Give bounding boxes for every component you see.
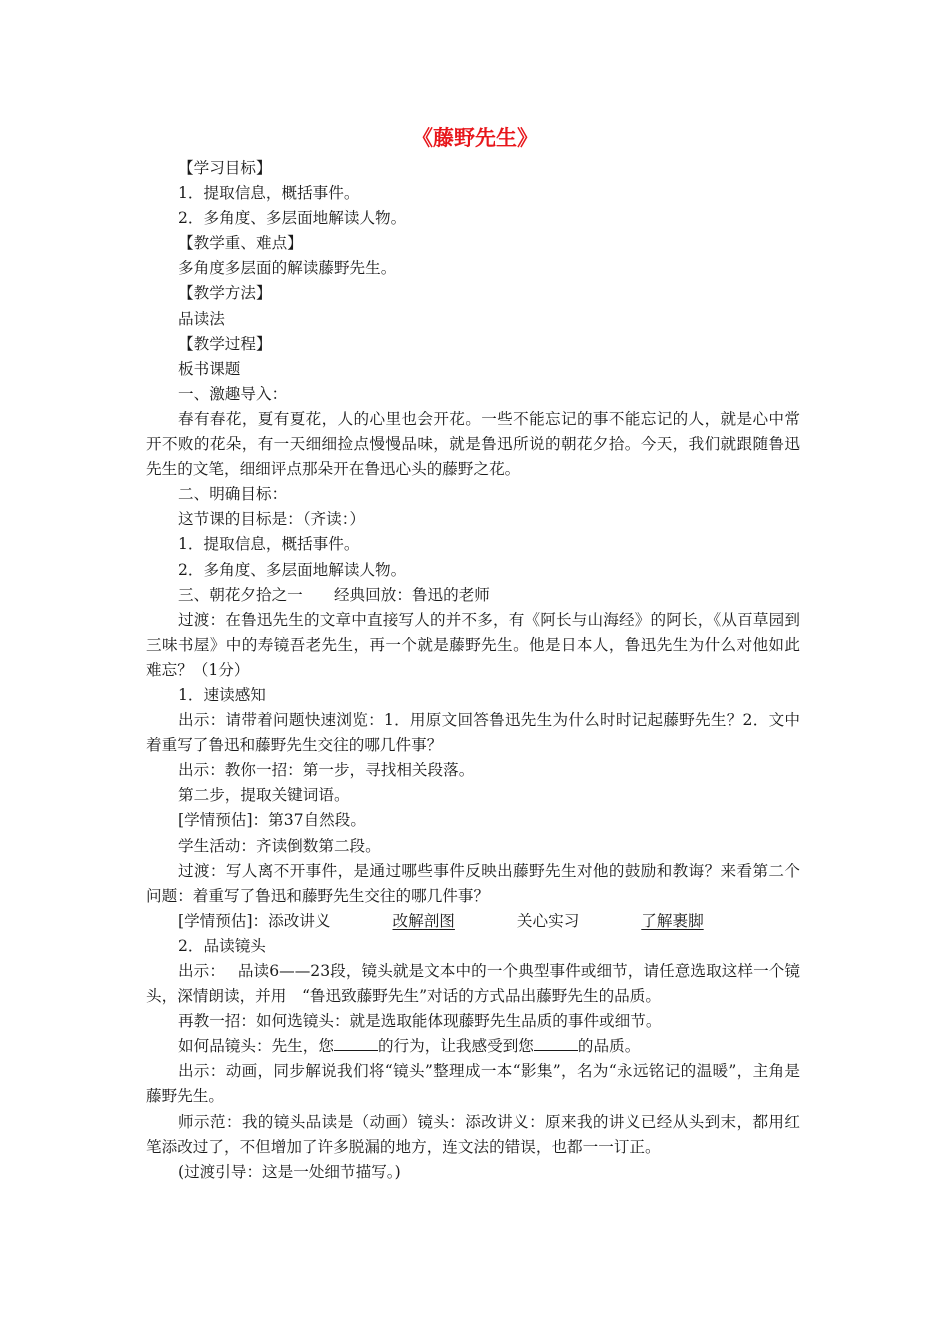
intro-paragraph: 春有春花，夏有夏花，人的心里也会开花。一些不能忘记的事不能忘记的人，就是心中常开不败的花朵，有一天细细捡点慢慢品味，就是鲁迅所说的朝花夕拾。今天，我们就跟随鲁迅先生的文笔，细细评点那朵开在鲁迅心头的藤野之花。 xyxy=(146,409,800,479)
goal-repeat-1: 1．提取信息，概括事件。 xyxy=(178,535,360,554)
section-intro-heading: 一、激趣导入： xyxy=(178,384,288,403)
speed-read-heading: 1．速读感知 xyxy=(178,685,266,704)
transition-events-paragraph: 过渡：写人离不开事件，是通过哪些事件反映出藤野先生对他的鼓励和教诲？来看第二个问题：着重写了鲁迅和藤野先生交往的哪几件事？ xyxy=(146,861,800,905)
show-tip-line: 出示：教你一招：第一步，寻找相关段落。 xyxy=(178,761,475,780)
step-two-line: 第二步，提取关键词语。 xyxy=(178,786,350,805)
blank-underline xyxy=(334,1036,378,1051)
show-questions-paragraph: 出示：请带着问题快速浏览：1．用原文回答鲁迅先生为什么时时记起藤野先生？2．文中着重写了鲁迅和藤野先生交往的哪几件事？ xyxy=(146,711,800,755)
board-title: 板书课题 xyxy=(178,359,241,378)
method-text: 品读法 xyxy=(178,309,225,328)
document-body xyxy=(146,156,800,1185)
album-paragraph: 出示：动画，同步解说我们将“镜头”整理成一本“影集”，名为“永远铭记的温暖”，主角是藤野先生。 xyxy=(146,1062,800,1106)
heading-process: 【教学过程】 xyxy=(178,334,272,353)
event-item-2: 改解剖图 xyxy=(392,911,455,930)
section-three-heading: 三、朝花夕拾之一 经典回放：鲁迅的老师 xyxy=(178,585,490,604)
section-goals-heading: 二、明确目标： xyxy=(178,485,288,504)
close-reading-heading: 2．品读镜头 xyxy=(178,936,266,955)
select-shot-line: 再教一招：如何选镜头：就是选取能体现藤野先生品质的事件或细节。 xyxy=(178,1012,662,1031)
blank-underline xyxy=(534,1036,578,1051)
teacher-demo-paragraph: 师示范：我的镜头品读是（动画）镜头：添改讲义：原来我的讲义已经从头到末，都用红笔添改过了，不但增加了许多脱漏的地方，连文法的错误，也都一一订正。 xyxy=(146,1112,800,1156)
transition-guide-line: (过渡引导：这是一处细节描写。) xyxy=(178,1162,401,1181)
transition-paragraph: 过渡：在鲁迅先生的文章中直接写人的并不多，有《阿长与山海经》的阿长，《从百草园到三味书屋》中的寿镜吾老先生，再一个就是藤野先生。他是日本人，鲁迅先生为什么对他如此难忘？（1分） xyxy=(146,610,800,679)
close-reading-paragraph: 出示： 品读6——23段，镜头就是文本中的一个典型事件或细节，请任意选取这样一个镜头，深情朗读，并用 “鲁迅致藤野先生”对话的方式品出藤野先生的品质。 xyxy=(146,962,800,1006)
estimate-line: [学情预估]：第37自然段。 xyxy=(178,811,366,830)
estimate-events-row xyxy=(146,909,800,934)
template-line: 如何品镜头：先生，您 的行为，让我感受到您 的品质。 xyxy=(178,1037,641,1056)
heading-key-points: 【教学重、难点】 xyxy=(178,234,303,253)
event-item-4: 了解裹脚 xyxy=(641,911,704,930)
heading-learning-goals: 【学习目标】 xyxy=(178,159,272,177)
goals-read-line: 这节课的目标是：（齐读：） xyxy=(178,510,366,529)
event-item-3: 关心实习 xyxy=(516,911,580,930)
document-title: 《藤野先生》 xyxy=(412,126,538,150)
goal-item-1: 1．提取信息，概括事件。 xyxy=(178,184,360,203)
goal-item-2: 2．多角度、多层面地解读人物。 xyxy=(178,209,407,228)
estimate-lead: [学情预估]：添改讲义 xyxy=(178,911,331,930)
goal-repeat-2: 2．多角度、多层面地解读人物。 xyxy=(178,560,407,579)
student-activity-line: 学生活动：齐读倒数第二段。 xyxy=(178,836,381,855)
key-points-text: 多角度多层面的解读藤野先生。 xyxy=(178,259,397,278)
heading-method: 【教学方法】 xyxy=(178,284,272,303)
